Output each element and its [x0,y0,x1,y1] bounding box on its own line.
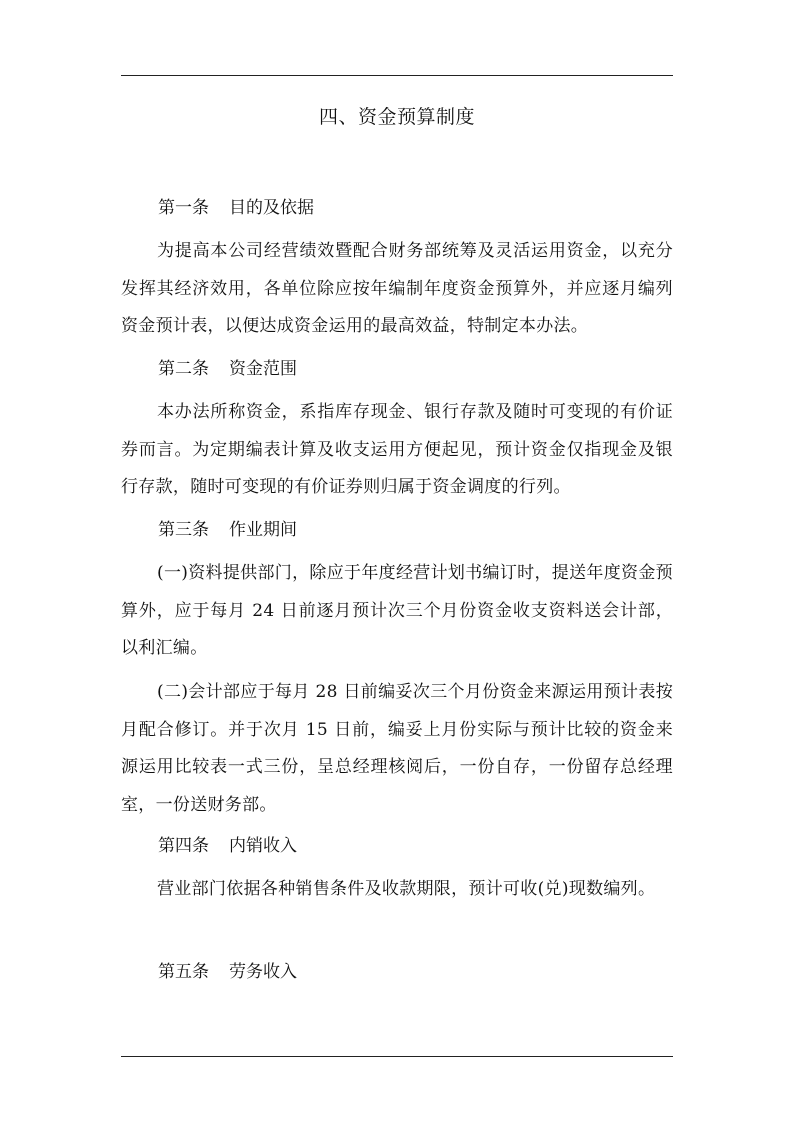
article-title: 作业期间 [229,520,297,540]
article-title: 资金范围 [229,359,297,379]
article-2-heading [158,356,297,382]
header-rule [121,75,673,76]
article-5-heading [158,959,297,985]
article-4-heading [158,833,297,859]
article-1-heading [158,195,314,221]
article-3-paragraph-2: (二)会计部应于每月 28 日前编妥次三个月份资金来源运用预计表按月配合修订。并于次月 15 日前，编妥上月份实际与预计比较的资金来源运用比较表一式三份，呈总经理核阅后，一份自存，一份留存总经理室，一份送财务部。 [121,682,673,815]
article-title: 目的及依据 [229,198,314,218]
article-3-heading [158,517,297,543]
article-number: 第五条 [158,962,209,982]
article-number: 第四条 [158,836,209,856]
article-number: 第三条 [158,520,209,540]
article-title: 内销收入 [229,836,297,856]
article-1-paragraph-1: 为提高本公司经营绩效暨配合财务部统筹及灵活运用资金，以充分发挥其经济效用，各单位除应按年编制年度资金预算外，并应逐月编列资金预计表，以便达成资金运用的最高效益，特制定本办法。 [121,241,673,336]
article-title: 劳务收入 [229,962,297,982]
article-number: 第二条 [158,359,209,379]
article-2-paragraph-1: 本办法所称资金，系指库存现金、银行存款及随时可变现的有价证券而言。为定期编表计算及收支运用方便起见，预计资金仅指现金及银行存款，随时可变现的有价证券则归属于资金调度的行列。 [121,402,673,497]
article-number: 第一条 [158,198,209,218]
article-3-paragraph-1: (一)资料提供部门，除应于年度经营计划书编订时，提送年度资金预算外，应于每月 24 日前逐月预计次三个月份资金收支资料送会计部，以利汇编。 [121,563,673,658]
article-4-paragraph-1: 营业部门依据各种销售条件及收款期限，预计可收(兑)现数编列。 [157,879,656,899]
footer-rule [121,1056,673,1057]
page-title: 四、资金预算制度 [318,106,475,128]
